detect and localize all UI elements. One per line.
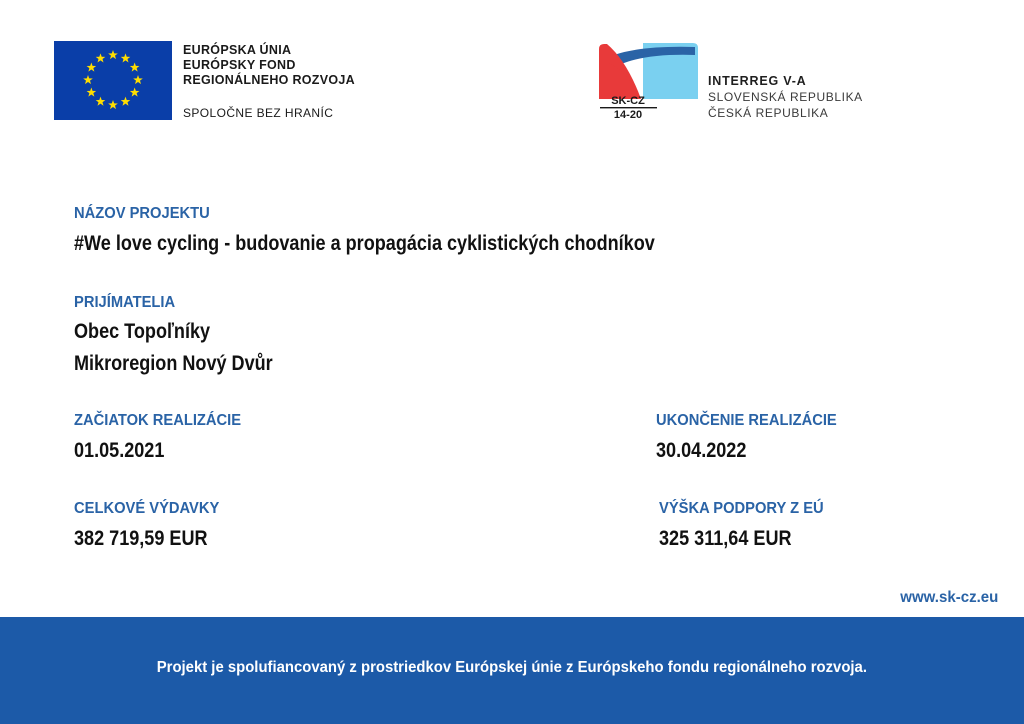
interreg-country-cz: ČESKÁ REPUBLIKA bbox=[708, 106, 829, 120]
recipients-label: PRIJÍMATELIA bbox=[74, 294, 176, 311]
eu-line-fund: EURÓPSKY FOND bbox=[183, 58, 296, 72]
total-expenses-label: CELKOVÉ VÝDAVKY bbox=[74, 500, 220, 517]
eu-support-label: VÝŠKA PODPORY Z EÚ bbox=[659, 500, 824, 517]
eu-slogan: SPOLOČNE BEZ HRANÍC bbox=[183, 106, 334, 120]
footer-text: Projekt je spolufiancovaný z prostriedkov Európskej únie z Európskeho fondu regionálneho rozvoja. bbox=[156, 659, 868, 676]
eu-line-regional: REGIONÁLNEHO ROZVOJA bbox=[183, 73, 355, 87]
interreg-sk-cz-logo bbox=[597, 41, 699, 121]
footer-cofinancing-note bbox=[0, 659, 1024, 677]
eu-line-union: EURÓPSKA ÚNIA bbox=[183, 43, 292, 57]
badge-sk-cz: SK-CZ bbox=[611, 95, 645, 107]
recipient-2: Mikroregion Nový Dvůr bbox=[74, 352, 273, 375]
start-date-label: ZAČIATOK REALIZÁCIE bbox=[74, 412, 242, 429]
interreg-text bbox=[708, 73, 863, 121]
eu-support-value: 325 311,64 EUR bbox=[659, 527, 792, 550]
end-date-value: 30.04.2022 bbox=[656, 439, 747, 462]
project-name-value: #We love cycling - budovanie a propagácia cyklistických chodníkov bbox=[74, 232, 655, 255]
start-date-value: 01.05.2021 bbox=[74, 439, 165, 462]
project-name-label: NÁZOV PROJEKTU bbox=[74, 205, 210, 222]
total-expenses-value: 382 719,59 EUR bbox=[74, 527, 208, 550]
eu-fund-text bbox=[183, 43, 355, 88]
end-date-label: UKONČENIE REALIZÁCIE bbox=[656, 412, 837, 429]
website-link[interactable]: www.sk-cz.eu bbox=[899, 589, 998, 606]
eu-flag-logo bbox=[54, 41, 172, 120]
recipient-1: Obec Topoľníky bbox=[74, 320, 211, 343]
badge-period: 14-20 bbox=[613, 109, 643, 121]
interreg-title: INTERREG V-A bbox=[708, 74, 807, 88]
interreg-country-sk: SLOVENSKÁ REPUBLIKA bbox=[708, 90, 863, 104]
